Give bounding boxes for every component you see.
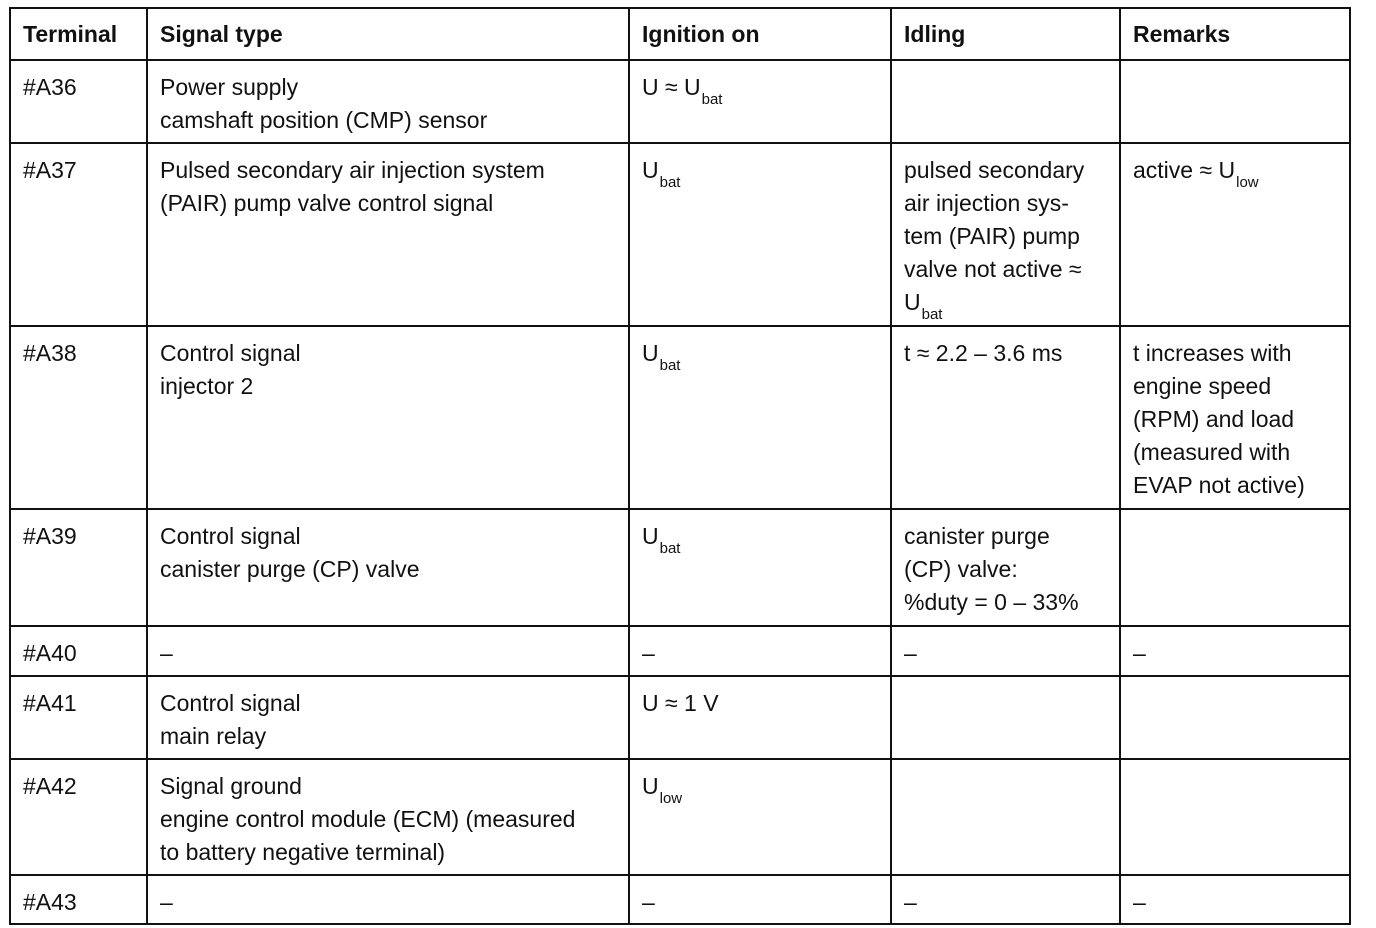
idling-subscript: bat: [921, 306, 943, 323]
idling-text: t ≈ 2.2 – 3.6 ms: [904, 340, 1063, 366]
idling-cell: [891, 759, 1120, 875]
ignition-on-cell: [629, 326, 891, 509]
ignition-on-cell: [629, 759, 891, 875]
remarks-cell: [1120, 143, 1350, 326]
signal-type-line: (PAIR) pump valve control signal: [160, 190, 494, 216]
idling-value: U: [904, 289, 921, 315]
terminal-cell: #A43: [10, 875, 147, 924]
idling-line: %duty = 0 – 33%: [904, 589, 1079, 615]
idling-line: canister purge: [904, 523, 1050, 549]
remarks-cell: [1120, 60, 1350, 143]
remarks-subscript: low: [1236, 174, 1259, 191]
header-remarks: Remarks: [1120, 8, 1350, 60]
ignition-subscript: bat: [659, 357, 681, 374]
remarks-cell: [1120, 759, 1350, 875]
signal-type-cell: [147, 759, 629, 875]
signal-type-line: canister purge (CP) valve: [160, 556, 420, 582]
header-signal-type: Signal type: [147, 8, 629, 60]
signal-type-cell: [147, 143, 629, 326]
ignition-on-cell: U ≈ 1 V: [629, 676, 891, 759]
signal-type-cell: [147, 676, 629, 759]
ignition-value: U: [642, 523, 659, 549]
idling-cell: [891, 326, 1120, 509]
idling-line: (CP) valve:: [904, 556, 1018, 582]
idling-cell: [891, 676, 1120, 759]
signal-type-line: Pulsed secondary air injection system: [160, 157, 545, 183]
idling-cell: [891, 60, 1120, 143]
idling-cell: –: [891, 626, 1120, 676]
remarks-cell: [1120, 509, 1350, 626]
terminal-cell: #A36: [10, 60, 147, 143]
table-row: [10, 759, 1350, 875]
table-row: [10, 875, 1350, 924]
idling-text: pulsed secondary air injection sys-tem (PAIR) pump valve not active ≈: [904, 157, 1085, 282]
remarks-value: active ≈ U: [1133, 157, 1236, 183]
table-row: [10, 60, 1350, 143]
remarks-cell: –: [1120, 875, 1350, 924]
signal-type-line: Signal ground: [160, 773, 302, 799]
signal-type-line: Control signal: [160, 690, 301, 716]
ignition-on-cell: [629, 143, 891, 326]
remarks-cell: –: [1120, 626, 1350, 676]
signal-type-cell: [147, 326, 629, 509]
idling-cell: –: [891, 875, 1120, 924]
header-ignition-on: Ignition on: [629, 8, 891, 60]
ignition-subscript: bat: [659, 174, 681, 191]
ignition-on-cell: –: [629, 875, 891, 924]
table-row: [10, 509, 1350, 626]
terminal-cell: #A42: [10, 759, 147, 875]
terminal-cell: #A40: [10, 626, 147, 676]
ignition-value: U: [642, 157, 659, 183]
terminal-cell: #A39: [10, 509, 147, 626]
remarks-cell: [1120, 326, 1350, 509]
signal-type-line: engine control module (ECM) (measured: [160, 806, 576, 832]
terminal-cell: #A41: [10, 676, 147, 759]
table-row: [10, 626, 1350, 676]
ignition-on-cell: [629, 509, 891, 626]
table-row: [10, 143, 1350, 326]
ignition-value: U: [642, 340, 659, 366]
ignition-on-cell: –: [629, 626, 891, 676]
signal-type-cell: [147, 509, 629, 626]
terminal-cell: #A38: [10, 326, 147, 509]
idling-cell: [891, 509, 1120, 626]
table-row: [10, 326, 1350, 509]
remarks-text: t increases with engine speed (RPM) and load (measured with EVAP not active): [1133, 340, 1305, 498]
ignition-on-cell: [629, 60, 891, 143]
signal-type-line: Control signal: [160, 340, 301, 366]
terminal-cell: #A37: [10, 143, 147, 326]
signal-type-cell: –: [147, 875, 629, 924]
ignition-subscript: low: [659, 790, 683, 807]
pinout-table: [9, 7, 1351, 925]
remarks-cell: [1120, 676, 1350, 759]
header-idling: Idling: [891, 8, 1120, 60]
signal-type-line: camshaft position (CMP) sensor: [160, 107, 488, 133]
signal-type-line: Control signal: [160, 523, 301, 549]
signal-type-cell: –: [147, 626, 629, 676]
signal-type-line: to battery negative terminal): [160, 839, 446, 865]
header-terminal: Terminal: [10, 8, 147, 60]
ignition-value: U: [642, 773, 659, 799]
ignition-subscript: bat: [701, 91, 723, 108]
signal-type-line: injector 2: [160, 373, 254, 399]
table-row: [10, 676, 1350, 759]
ignition-value: U ≈ U: [642, 74, 701, 100]
signal-type-line: main relay: [160, 723, 267, 749]
ignition-subscript: bat: [659, 540, 681, 557]
header-row: [10, 8, 1350, 60]
signal-type-cell: [147, 60, 629, 143]
idling-cell: [891, 143, 1120, 326]
signal-type-line: Power supply: [160, 74, 299, 100]
